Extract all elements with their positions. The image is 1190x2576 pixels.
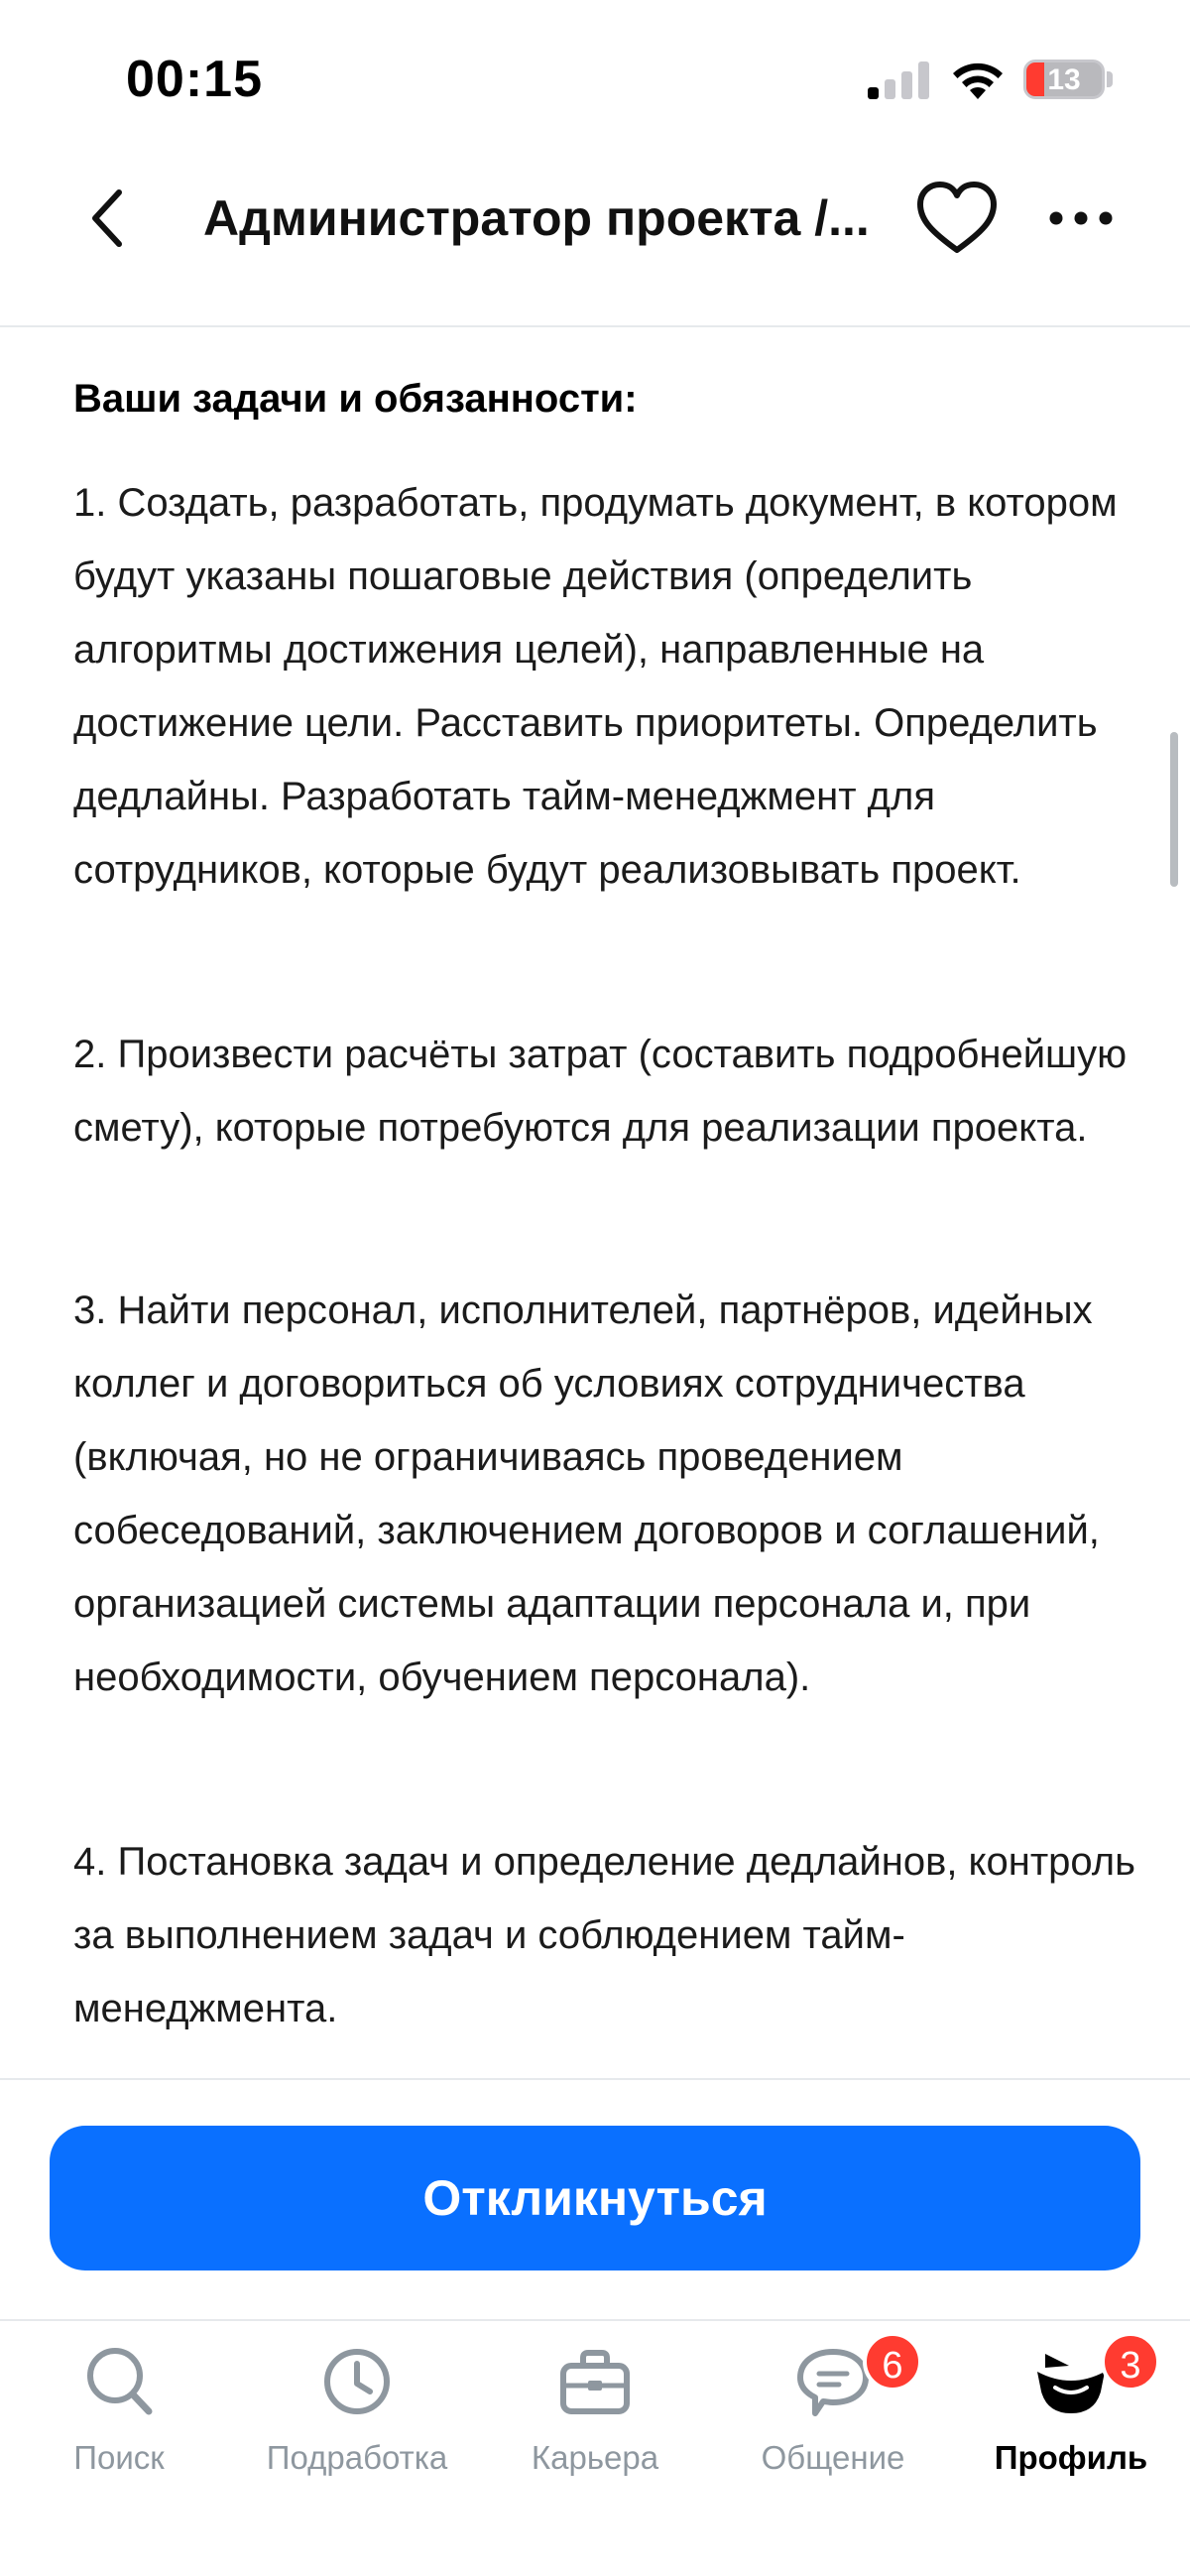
section-heading: Ваши задачи и обязанности: (73, 377, 638, 421)
tab-label: Поиск (73, 2439, 165, 2476)
tab-search[interactable] (0, 2322, 238, 2520)
tab-label: Подработка (266, 2439, 448, 2476)
profile-icon (1031, 2342, 1111, 2421)
header (0, 149, 1190, 327)
action-bar (0, 2078, 1190, 2321)
scrollbar[interactable] (1170, 732, 1178, 887)
duty-paragraph: 2. Произвести расчёты затрат (составить подробнейшую смету), которые потребуются для реализации проекта. (73, 1033, 1128, 1150)
battery-icon (1023, 60, 1105, 99)
heart-icon[interactable] (912, 177, 1002, 260)
search-icon (79, 2342, 159, 2421)
tab-profile[interactable] (952, 2322, 1190, 2520)
duty-paragraph: 1. Создать, разработать, продумать документ, в котором будут указаны пошаговые действия (определить алгоритмы достижения целей), направленные на достижение цели. Расставить приоритеты. Определить дедлайны. Разработать тайм-менеджмент для сотрудников, которые будут реализовывать проект. (73, 481, 1118, 892)
respond-button[interactable]: Откликнуться (50, 2126, 1140, 2270)
chat-icon (793, 2342, 873, 2421)
tab-career[interactable] (476, 2322, 714, 2520)
tab-label: Общение (761, 2439, 905, 2476)
briefcase-icon (555, 2342, 635, 2421)
tab-label: Карьера (531, 2439, 659, 2476)
notification-badge: 3 (1101, 2332, 1160, 2392)
page-title: Администратор проекта /... (203, 190, 870, 246)
duty-paragraph: 4. Постановка задач и определение дедлайнов, контроль за выполнением задач и соблюдением тайм-менеджмента. (73, 1840, 1135, 2030)
tab-bar (0, 2322, 1190, 2576)
battery-cap (1107, 71, 1113, 87)
vacancy-description (0, 327, 1190, 2078)
more-icon[interactable] (1046, 179, 1116, 258)
battery-level: 13 (1047, 63, 1081, 96)
back-icon[interactable] (77, 179, 137, 258)
clock-icon (317, 2342, 397, 2421)
tab-label: Профиль (994, 2439, 1148, 2476)
tab-side-jobs[interactable] (238, 2322, 476, 2520)
tab-chat[interactable] (714, 2322, 952, 2520)
wifi-icon (950, 58, 1006, 101)
status-bar (0, 0, 1190, 149)
status-time: 00:15 (126, 51, 263, 108)
notification-badge: 6 (863, 2332, 922, 2392)
duty-paragraph: 3. Найти персонал, исполнителей, партнёров, идейных коллег и договориться об условиях сотрудничества (включая, но не ограничиваясь проведением собеседований, заключением договоров и соглашений, организацией системы адаптации персонала и, при необходимости, обучением персонала). (73, 1288, 1100, 1699)
signal-icon (868, 61, 929, 99)
